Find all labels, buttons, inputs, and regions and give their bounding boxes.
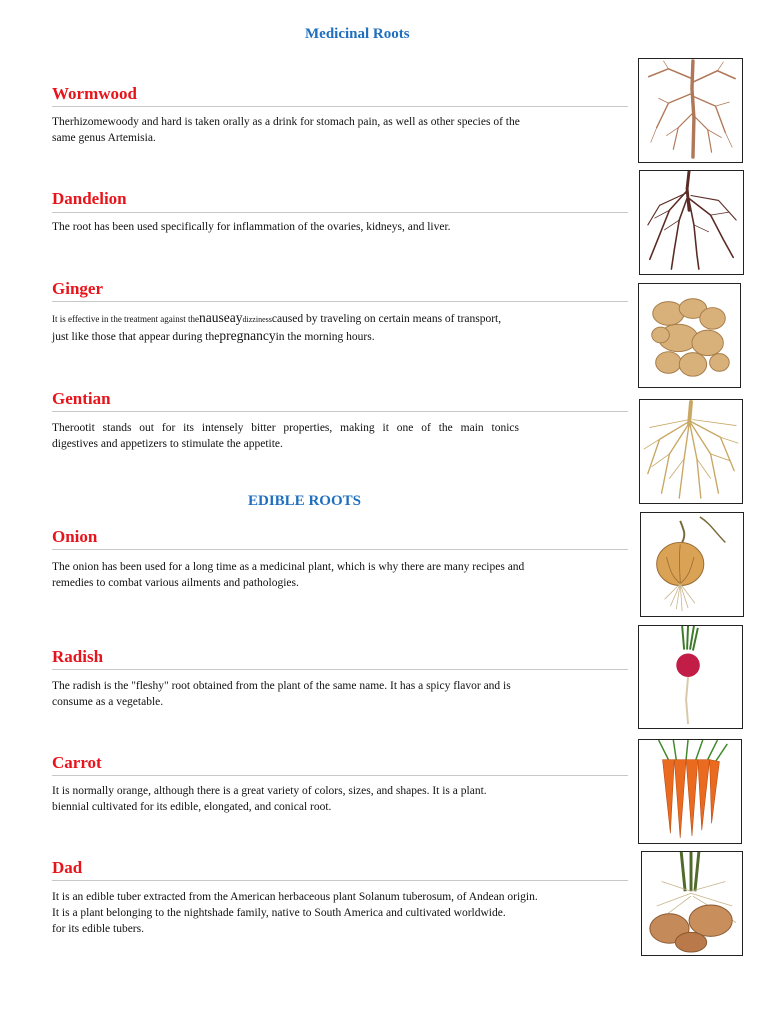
gentian-root-photo [639,399,743,504]
wormwood-root-photo [638,58,743,163]
onion-text [52,559,524,591]
divider [52,212,628,213]
text-line [52,310,501,328]
divider [52,549,628,550]
text-line: It is a plant belonging to the nightshade family, native to South America and cultivated worldwide. [52,907,506,919]
divider [52,106,628,107]
text-line: consume as a vegetable. [52,696,164,708]
dandelion-root-photo [639,170,744,275]
text-line: It is an edible tuber extracted from the American herbaceous plant Solanum tuberosum, of Andean origin. [52,891,538,903]
dad-heading: Dad [52,858,83,877]
text-line: It is normally orange, although there is a great variety of colors, sizes, and shapes. It is a plant. [52,785,487,797]
text-run: just like those that appear during the [52,331,220,343]
dandelion-text [52,219,451,235]
carrot-photo [638,739,742,844]
potato-plant-photo [641,851,743,956]
text-line: for its edible tubers. [52,923,144,935]
text-run: nauseay [199,310,243,325]
text-line: The root has been used specifically for inflammation of the ovaries, kidneys, and liver. [52,221,451,233]
text-line: remedies to combat various ailments and pathologies. [52,577,299,589]
dandelion-heading: Dandelion [52,189,127,208]
text-line: same genus Artemisia. [52,132,156,144]
text-line: digestives and appetizers to stimulate the appetite. [52,438,283,450]
text-line: Therhizomewoody and hard is taken orally as a drink for stomach pain, as well as other species of the [52,116,520,128]
carrot-heading: Carrot [52,753,102,772]
radish-heading: Radish [52,647,104,666]
text-line: biennial cultivated for its edible, elongated, and conical root. [52,801,332,813]
text-run: caused by traveling on certain means of transport, [271,313,502,325]
onion-heading: Onion [52,527,98,546]
text-run: in the morning hours. [275,331,375,343]
text-line: Therootit stands out for its intensely bitter properties, making it one of the main tonics [52,422,519,434]
gentian-heading: Gentian [52,389,111,408]
carrot-text [52,783,487,815]
medicinal-roots-title: Medicinal Roots [305,26,410,42]
wormwood-text [52,114,520,146]
text-run: It is effective in the treatment against the [52,314,200,324]
onion-photo [640,512,744,617]
text-run: pregnancy [219,328,276,343]
ginger-text [52,310,501,345]
gentian-text [52,420,519,452]
text-run: dizziness [242,315,272,324]
edible-roots-title: EDIBLE ROOTS [248,493,361,509]
radish-photo [638,625,743,729]
divider [52,301,628,302]
dad-text [52,889,538,937]
divider [52,411,628,412]
divider [52,669,628,670]
radish-text [52,678,511,710]
divider [52,880,628,881]
text-line: The onion has been used for a long time as a medicinal plant, which is why there are many recipes and [52,561,525,573]
ginger-heading: Ginger [52,279,103,298]
wormwood-heading: Wormwood [52,84,137,103]
ginger-root-photo [638,283,741,388]
text-line: The radish is the "fleshy" root obtained from the plant of the same name. It has a spicy flavor and is [52,680,511,692]
text-line [52,328,501,345]
divider [52,775,628,776]
